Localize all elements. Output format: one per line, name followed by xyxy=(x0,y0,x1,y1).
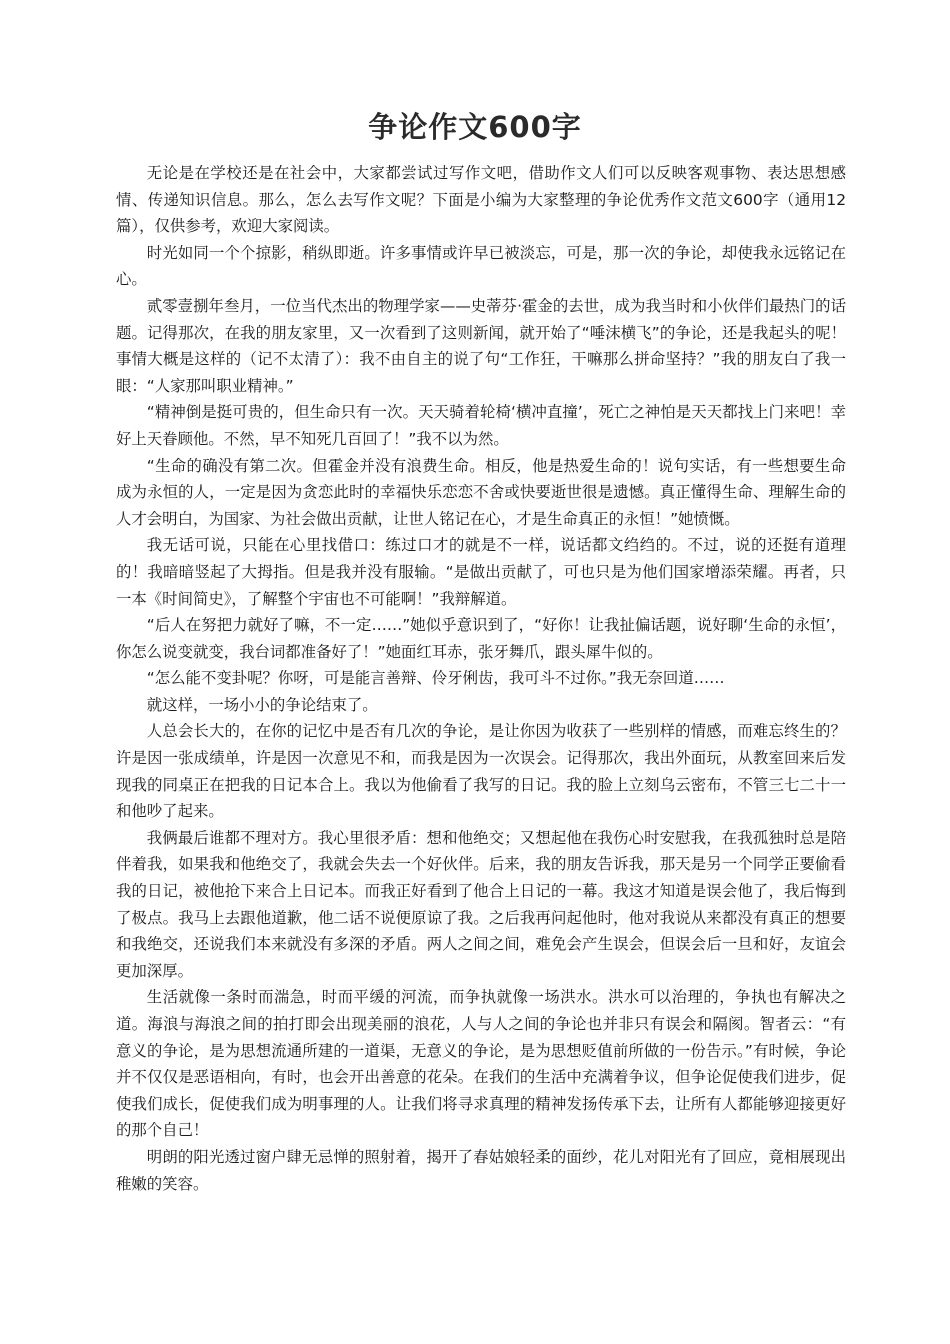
paragraph: “精神倒是挺可贵的，但生命只有一次。天天骑着轮椅‘横冲直撞’，死亡之神怕是天天都找上门来吧！幸好上天眷顾他。不然，早不知死几百回了！”我不以为然。 xyxy=(116,403,846,448)
paragraph-intro: 无论是在学校还是在社会中，大家都尝试过写作文吧，借助作文人们可以反映客观事物、表达思想感情、传递知识信息。那么，怎么去写作文呢？下面是小编为大家整理的争论优秀作文范文600字（通用12篇），仅供参考，欢迎大家阅读。 xyxy=(116,164,846,236)
paragraph: 我俩最后谁都不理对方。我心里很矛盾：想和他绝交；又想起他在我伤心时安慰我，在我孤独时总是陪伴着我，如果我和他绝交了，我就会失去一个好伙伴。后来，我的朋友告诉我，那天是另一个同学正要偷看我的日记，被他抢下来合上日记本。而我正好看到了他合上日记的一幕。我这才知道是误会他了，我后悔到了极点。我马上去跟他道歉，他二话不说便原谅了我。之后我再问起他时，他对我说从来都没有真正的想要和我绝交，还说我们本来就没有多深的矛盾。两人之间之间，难免会产生误会，但误会后一旦和好，友谊会更加深厚。 xyxy=(116,828,846,980)
document-body xyxy=(116,160,846,1197)
paragraph: 贰零壹捌年叁月，一位当代杰出的物理学家——史蒂芬·霍金的去世，成为我当时和小伙伴们最热门的话题。记得那次，在我的朋友家里，又一次看到了这则新闻，就开始了“唾沫横飞”的争论，还是我起头的呢！事情大概是这样的（记不太清了）：我不由自主的说了句“工作狂，干嘛那么拼命坚持？”我的朋友白了我一眼：“人家那叫职业精神。” xyxy=(116,296,846,395)
paragraph: “后人在努把力就好了嘛，不一定……”她似乎意识到了，“好你！让我扯偏话题，说好聊‘生命的永恒’，你怎么说变就变，我台词都准备好了！”她面红耳赤，张牙舞爪，跟头犀牛似的。 xyxy=(116,616,846,661)
paragraph: “怎么能不变卦呢？你呀，可是能言善辩、伶牙俐齿，我可斗不过你。”我无奈回道…… xyxy=(146,669,725,688)
paragraph-closing: 明朗的阳光透过窗户肆无忌惮的照射着，揭开了春姑娘轻柔的面纱，花儿对阳光有了回应，竟相展现出稚嫩的笑容。 xyxy=(116,1147,846,1193)
paragraph: “生命的确没有第二次。但霍金并没有浪费生命。相反，他是热爱生命的！说句实话，有一些想要生命成为永恒的人，一定是因为贪恋此时的幸福快乐恋恋不舍或快要逝世很是遗憾。真正懂得生命、理解生命的人才会明白，为国家、为社会做出贡献，让世人铭记在心，才是生命真正的永恒！”她愤慨。 xyxy=(116,456,846,528)
paragraph: 时光如同一个个掠影，稍纵即逝。许多事情或许早已被淡忘，可是，那一次的争论，却使我永远铭记在心。 xyxy=(116,243,846,289)
paragraph: 就这样，一场小小的争论结束了。 xyxy=(146,695,378,714)
document-title: 争论作文600字 xyxy=(368,110,582,145)
paragraph: 生活就像一条时而湍急，时而平缓的河流，而争执就像一场洪水。洪水可以治理的，争执也有解决之道。海浪与海浪之间的拍打即会出现美丽的浪花，人与人之间的争论也并非只有误会和隔阂。智者云：“有意义的争论，是为思想流通所建的一道渠，无意义的争论，是为思想贬值前所做的一份告示。”有时候，争论并不仅仅是恶语相向，有时，也会开出善意的花朵。在我们的生活中充满着争议，但争论促使我们进步，促使我们成长，促使我们成为明事理的人。让我们将寻求真理的精神发扬传承下去，让所有人都能够迎接更好的那个自己！ xyxy=(116,988,846,1140)
paragraph: 人总会长大的，在你的记忆中是否有几次的争论，是让你因为收获了一些别样的情感，而难忘终生的？许是因一张成绩单，许是因一次意见不和，而我是因为一次误会。记得那次，我出外面玩，从教室回来后发现我的同桌正在把我的日记本合上。我以为他偷看了我写的日记。我的脸上立刻乌云密布，不管三七二十一和他吵了起来。 xyxy=(116,722,846,821)
paragraph: 我无话可说，只能在心里找借口：练过口才的就是不一样，说话都文绉绉的。不过，说的还挺有道理的！我暗暗竖起了大拇指。但是我并没有服输。“是做出贡献了，可也只是为他们国家增添荣耀。再者，只一本《时间简史》，了解整个宇宙也不可能啊！”我辩解道。 xyxy=(116,536,846,608)
